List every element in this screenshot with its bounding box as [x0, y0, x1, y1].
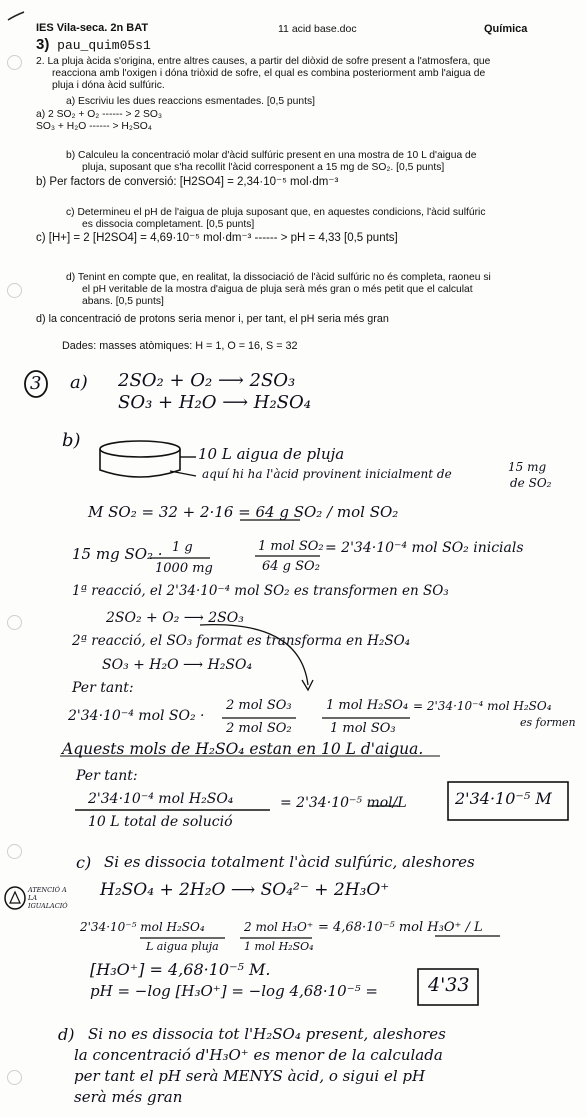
- hw-d-line2: la concentració d'H₃O⁺ es menor de la calculada: [74, 1046, 443, 1064]
- hw-conc-den: 10 L total de solució: [88, 814, 233, 830]
- hw-reaction2-text: 2ª reacció, el SO₃ format es transforma en H₂SO₄: [72, 633, 411, 649]
- hw-a-reaction2: SO₃ + H₂O ⟶ H₂SO₄: [118, 392, 311, 413]
- hw-c-f-num: 2 mol H₃O⁺: [244, 920, 314, 934]
- hw-c-f-den: 1 mol H₂SO₄: [244, 940, 314, 953]
- hw-conv2-result-2: es formen: [520, 716, 576, 729]
- hw-conv1-f1-den: 1000 mg: [155, 561, 213, 576]
- hw-b-note1: 10 L aigua de pluja: [198, 445, 345, 463]
- hw-c-conv-den: L aigua pluja: [146, 940, 219, 953]
- hw-per-tant-1: Per tant:: [72, 680, 134, 696]
- hw-conv2-f2-num: 1 mol H₂SO₄: [326, 698, 409, 713]
- hw-b-note3: 15 mg: [508, 460, 547, 474]
- hw-d-line3: per tant el pH serà MENYS àcid, o sigui el pH: [74, 1067, 426, 1085]
- answer-b: b) Per factors de conversió: [H2SO4] = 2,34·10⁻⁵ mol·dm⁻³: [36, 176, 339, 188]
- hw-conv1-f2-num: 1 mol SO₂: [258, 539, 324, 554]
- hw-c-equation: H₂SO₄ + 2H₂O ⟶ SO₄²⁻ + 2H₃O⁺: [100, 880, 390, 900]
- file-name: 11 acid base.doc: [278, 23, 357, 35]
- hw-c-conv-num: 2'34·10⁻⁵ mol H₂SO₄: [80, 920, 205, 934]
- hw-d-line1: Si no es dissocia tot l'H₂SO₄ present, aleshores: [88, 1025, 446, 1043]
- hw-c-text: Si es dissocia totalment l'àcid sulfúric, aleshores: [104, 853, 475, 871]
- given-data: Dades: masses atòmiques: H = 1, O = 16, S = 32: [62, 340, 298, 352]
- subject: Química: [484, 23, 528, 35]
- hw-d-line4: serà més gran: [74, 1088, 183, 1106]
- hw-conc-num: 2'34·10⁻⁴ mol H₂SO₄: [88, 791, 234, 807]
- hw-reaction2-eq: SO₃ + H₂O ⟶ H₂SO₄: [102, 657, 253, 673]
- hw-reaction1-eq: 2SO₂ + O₂ ⟶ 2SO₃: [106, 610, 244, 626]
- hw-mols-text: Aquests mols de H₂SO₄ estan en 10 L d'aigua.: [62, 740, 424, 758]
- question-d: d) Tenint en compte que, en realitat, la dissociació de l'àcid sulfúric no és completa, raoneu si el pH veritable de la mostra d'aigua de pluja serà més gran o més petit que el calculat abans. [0,5 punts]: [66, 272, 491, 308]
- hw-conv2-result: = 2'34·10⁻⁴ mol H₂SO₄: [413, 699, 552, 713]
- hw-conv1-start: 15 mg SO₂ ·: [72, 545, 163, 563]
- hw-h3o-conc: [H₃O⁺] = 4,68·10⁻⁵ M.: [90, 960, 271, 979]
- hw-conv2-f2-den: 1 mol SO₃: [330, 721, 396, 736]
- hw-ph-boxed: 4'33: [428, 974, 470, 996]
- hw-c-label: c): [76, 853, 92, 872]
- hw-reaction1-text: 1ª reacció, el 2'34·10⁻⁴ mol SO₂ es transformen en SO₃: [72, 583, 449, 599]
- hw-conc-boxed: 2'34·10⁻⁵ M: [455, 789, 552, 808]
- question-b: b) Calculeu la concentració molar d'àcid sulfúric present en una mostra de 10 L d'aigua de pluja, suposant que s'ha recollit l'àcid corresponent a 15 mg de SO₂. [0,5 punts]: [66, 150, 477, 174]
- hw-atencio-note: ATENCIÓ A LA IGUALACIÓ: [28, 886, 68, 910]
- hw-conv2-f1-num: 2 mol SO₃: [226, 698, 292, 713]
- hw-circled-number: 3: [30, 373, 42, 394]
- answer-a-line2: SO₃ + H₂O ------ > H₂SO₄: [36, 121, 152, 132]
- answer-c: c) [H+] = 2 [H2SO4] = 4,69·10⁻⁵ mol·dm⁻³ ------ > pH = 4,33 [0,5 punts]: [36, 232, 398, 244]
- hw-b-note2: aquí hi ha l'àcid provinent inicialment de: [202, 467, 452, 481]
- hw-conv2-start: 2'34·10⁻⁴ mol SO₂ ·: [68, 708, 205, 724]
- hw-d-label: d): [58, 1025, 75, 1044]
- hw-per-tant-2: Per tant:: [76, 768, 138, 784]
- hw-a-label: a): [70, 372, 88, 393]
- hw-ph-calc: pH = −log [H₃O⁺] = −log 4,68·10⁻⁵ =: [90, 982, 378, 1000]
- hw-a-reaction1: 2SO₂ + O₂ ⟶ 2SO₃: [118, 370, 296, 391]
- hw-conv1-result: = 2'34·10⁻⁴ mol SO₂ inicials: [325, 540, 524, 556]
- question-a: a) Escriviu les dues reaccions esmentades. [0,5 punts]: [66, 96, 315, 107]
- hw-conv1-f2-den: 64 g SO₂: [262, 559, 320, 574]
- hw-molar-mass: M SO₂ = 32 + 2·16 = 64 g SO₂ / mol SO₂: [88, 503, 399, 521]
- problem-title: 3) pau_quim05s1: [36, 36, 151, 53]
- hw-b-label: b): [62, 430, 81, 451]
- hw-c-result: = 4,68·10⁻⁵ mol H₃O⁺ / L: [318, 920, 483, 935]
- hw-conc-result: = 2'34·10⁻⁵ mol/L: [280, 795, 407, 811]
- answer-d: d) la concentració de protons seria menor i, per tant, el pH seria més gran: [36, 313, 389, 325]
- question-intro: 2. La pluja àcida s'origina, entre altres causes, a partir del diòxid de sofre present a l'atmosfera, que reacciona amb l'oxigen i dóna triòxid de sofre, el qual es combina posteriorment amb l'aigua de pluja i dóna àcid sulfúric.: [36, 56, 491, 92]
- hw-conv2-f1-den: 2 mol SO₂: [226, 721, 292, 736]
- hw-conv1-f1-num: 1 g: [172, 540, 193, 555]
- school-name: IES Vila-seca. 2n BAT: [36, 22, 149, 34]
- hw-b-note4: de SO₂: [510, 476, 552, 490]
- answer-a-line1: a) 2 SO₂ + O₂ ------ > 2 SO₃: [36, 109, 163, 120]
- question-c: c) Determineu el pH de l'aigua de pluja suposant que, en aquestes condicions, l'àcid sulfúric es dissocia completament. [0,5 punts]: [66, 207, 486, 231]
